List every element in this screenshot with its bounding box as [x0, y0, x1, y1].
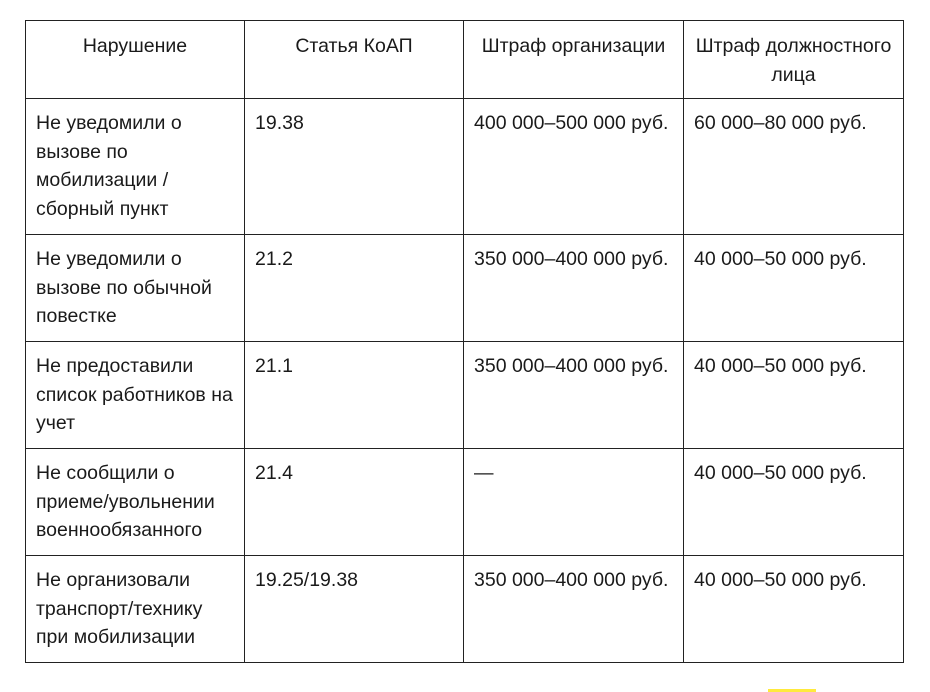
header-official-fine: Штраф должностного лица	[684, 21, 904, 99]
cell-violation: Не уведомили о вызове по обычной повестке	[26, 235, 245, 342]
header-article: Статья КоАП	[245, 21, 464, 99]
cell-article: 19.38	[245, 99, 464, 235]
cell-official-fine: 40 000–50 000 руб.	[684, 342, 904, 449]
cell-violation: Не предоставили список работников на учет	[26, 342, 245, 449]
cell-violation: Не уведомили о вызове по мобилизации / сборный пункт	[26, 99, 245, 235]
header-org-fine: Штраф организации	[464, 21, 684, 99]
cell-org-fine: 350 000–400 000 руб.	[464, 235, 684, 342]
cell-org-fine: 400 000–500 000 руб.	[464, 99, 684, 235]
table-row	[26, 99, 904, 235]
cell-article: 21.2	[245, 235, 464, 342]
table-row	[26, 235, 904, 342]
cell-article: 21.4	[245, 449, 464, 556]
cell-official-fine: 60 000–80 000 руб.	[684, 99, 904, 235]
cell-violation: Не организовали транспорт/технику при мобилизации	[26, 556, 245, 663]
cell-org-fine: 350 000–400 000 руб.	[464, 342, 684, 449]
table-row	[26, 449, 904, 556]
fines-table	[25, 20, 904, 663]
header-row	[26, 21, 904, 99]
cell-article: 19.25/19.38	[245, 556, 464, 663]
cell-org-fine: 350 000–400 000 руб.	[464, 556, 684, 663]
table-row	[26, 342, 904, 449]
cell-article: 21.1	[245, 342, 464, 449]
cell-official-fine: 40 000–50 000 руб.	[684, 235, 904, 342]
cell-official-fine: 40 000–50 000 руб.	[684, 449, 904, 556]
table-header	[26, 21, 904, 99]
cell-violation: Не сообщили о приеме/увольнении военнообязанного	[26, 449, 245, 556]
table-body	[26, 99, 904, 663]
cell-official-fine: 40 000–50 000 руб.	[684, 556, 904, 663]
header-violation: Нарушение	[26, 21, 245, 99]
cell-org-fine: —	[464, 449, 684, 556]
table-row	[26, 556, 904, 663]
